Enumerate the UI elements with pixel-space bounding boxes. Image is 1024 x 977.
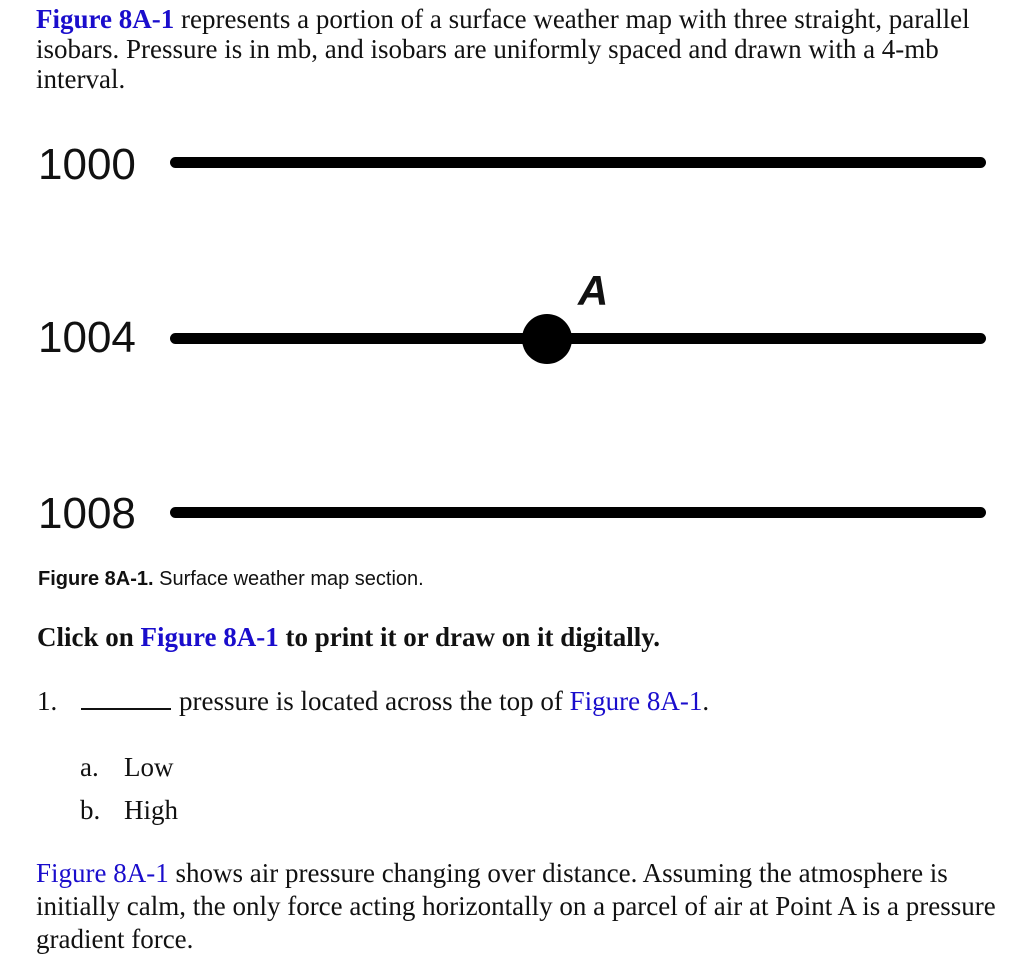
option-text: High [124, 795, 178, 825]
figure-link[interactable]: Figure 8A-1 [36, 4, 175, 34]
option-text: Low [124, 752, 174, 782]
figure-caption [38, 566, 424, 592]
closing-text: shows air pressure changing over distance. Assuming the atmosphere is initially calm, the only force acting horizontally on a parcel of air at Point A is a pressure gradient force. [36, 858, 996, 954]
point-a-label: A [578, 267, 609, 314]
closing-paragraph [36, 857, 996, 956]
caption-label: Figure 8A-1. [38, 568, 154, 590]
question-text: pressure is located across the top of [179, 686, 570, 716]
intro-text: represents a portion of a surface weather map with three straight, parallel isobars. Pressure is in mb, and isobars are uniformly spaced and drawn with a 4-mb interval. [36, 4, 970, 94]
isobar-label-1008: 1008 [38, 489, 136, 538]
answer-blank[interactable] [81, 686, 171, 710]
isobar-line-1008 [170, 507, 986, 518]
figure-link[interactable]: Figure 8A-1 [140, 622, 279, 652]
question-1 [37, 684, 997, 718]
figure-link[interactable]: Figure 8A-1 [569, 686, 703, 716]
option-a[interactable] [80, 750, 174, 784]
isobar-label-1004: 1004 [38, 313, 136, 362]
option-letter: b. [80, 795, 101, 825]
click-prefix: Click on [37, 622, 141, 652]
caption-text: Surface weather map section. [153, 568, 424, 590]
click-suffix: to print it or draw on it digitally. [278, 622, 661, 652]
click-instruction [37, 620, 660, 654]
isobar-line-1000 [170, 157, 986, 168]
option-b[interactable] [80, 793, 178, 827]
question-number: 1. [37, 686, 58, 716]
figure-link[interactable]: Figure 8A-1 [36, 858, 169, 888]
option-letter: a. [80, 752, 99, 782]
isobar-label-1000: 1000 [38, 140, 136, 189]
isobar-line-1004 [170, 333, 986, 344]
point-a-marker [522, 314, 572, 364]
question-end: . [702, 686, 710, 716]
